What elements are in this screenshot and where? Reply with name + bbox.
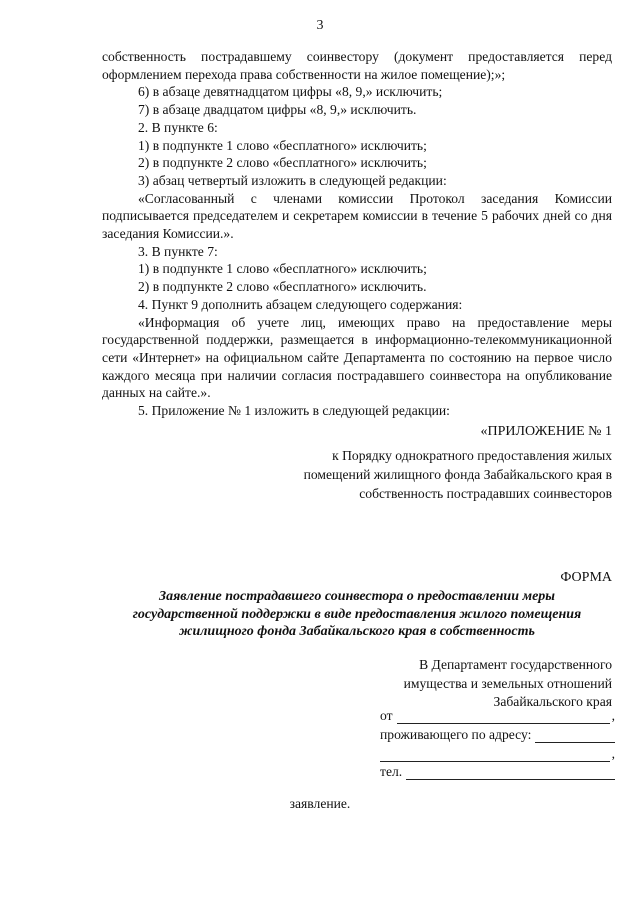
from-label: от	[380, 708, 393, 723]
form-title-line: государственной поддержки в виде предоставления жилого помещения	[132, 606, 582, 622]
body-paragraph: 4. Пункт 9 дополнить абзацем следующего содержания:	[138, 296, 463, 312]
body-paragraph: 2. В пункте 6:	[138, 119, 218, 135]
addressee-line: В Департамент государственного	[419, 657, 612, 672]
address-label: проживающего по адресу:	[380, 727, 532, 742]
appendix-subtitle-line: собственность пострадавших соинвесторов	[359, 486, 612, 501]
body-paragraph: 7) в абзаце двадцатом цифры «8, 9,» исключить.	[138, 102, 417, 118]
document-body	[102, 48, 612, 420]
appendix-subtitle-line: к Порядку однократного предоставления жилых	[332, 448, 612, 463]
body-paragraph: 1) в подпункте 1 слово «бесплатного» исключить;	[138, 137, 427, 153]
body-paragraph: 2) в подпункте 2 слово «бесплатного» исключить;	[138, 155, 427, 171]
body-paragraph: 5. Приложение № 1 изложить в следующей редакции:	[138, 403, 450, 419]
body-paragraph: 3. В пункте 7:	[138, 243, 218, 259]
addressee-line: имущества и земельных отношений	[403, 675, 612, 691]
addressee-block	[350, 656, 612, 712]
phone-label: тел.	[380, 764, 403, 779]
from-comma: ,	[611, 708, 615, 723]
addressee-line: Забайкальского края	[493, 694, 612, 709]
appendix-subtitle-line: помещений жилищного фонда Забайкальского края в	[303, 467, 612, 482]
body-paragraph: 3) абзац четвертый изложить в следующей редакции:	[138, 172, 447, 188]
from-blank-line[interactable]	[397, 711, 610, 724]
body-paragraph: «Информация об учете лиц, имеющих право на предоставление меры государственной поддержки, размещается в информационно-телекоммуникационной сети «Интернет» на официальном сайте Департамента по состоянию на первое число каждого месяца при наличии согласия пострадавшего соинвестора на опубликование данных на сайте.».	[102, 314, 612, 401]
form-title	[102, 588, 612, 641]
statement-word: заявление.	[289, 796, 351, 811]
form-title-line: жилищного фонда Забайкальского края в собственность	[179, 624, 535, 639]
form-label: ФОРМА	[560, 570, 612, 585]
body-paragraph: 1) в подпункте 1 слово «бесплатного» исключить;	[138, 261, 427, 277]
address-continuation-field[interactable]	[380, 746, 615, 762]
address-field[interactable]	[380, 727, 615, 743]
appendix-subtitle	[220, 446, 612, 503]
form-title-line: Заявление пострадавшего соинвестора о предоставлении меры	[158, 589, 556, 604]
body-paragraph: 2) в подпункте 2 слово «бесплатного» исключить.	[138, 279, 427, 295]
body-paragraph: «Согласованный с членами комиссии Протокол заседания Комиссии подписывается председателем и секретарем комиссии в течение 5 рабочих дней со дня заседания Комиссии.».	[102, 190, 612, 242]
address-blank-line-2[interactable]	[380, 749, 610, 762]
appendix-heading: «ПРИЛОЖЕНИЕ № 1	[480, 424, 612, 439]
page-number: 3	[316, 18, 324, 33]
address-comma: ,	[611, 746, 615, 761]
body-paragraph: 6) в абзаце девятнадцатом цифры «8, 9,» исключить;	[138, 84, 443, 100]
phone-field[interactable]	[380, 764, 615, 780]
address-blank-line[interactable]	[535, 730, 615, 743]
phone-blank-line[interactable]	[406, 767, 615, 780]
from-field[interactable]	[380, 708, 615, 724]
body-paragraph: собственность пострадавшему соинвестору (документ предоставляется перед оформлением перехода права собственности на жилое помещение);»;	[102, 49, 612, 82]
